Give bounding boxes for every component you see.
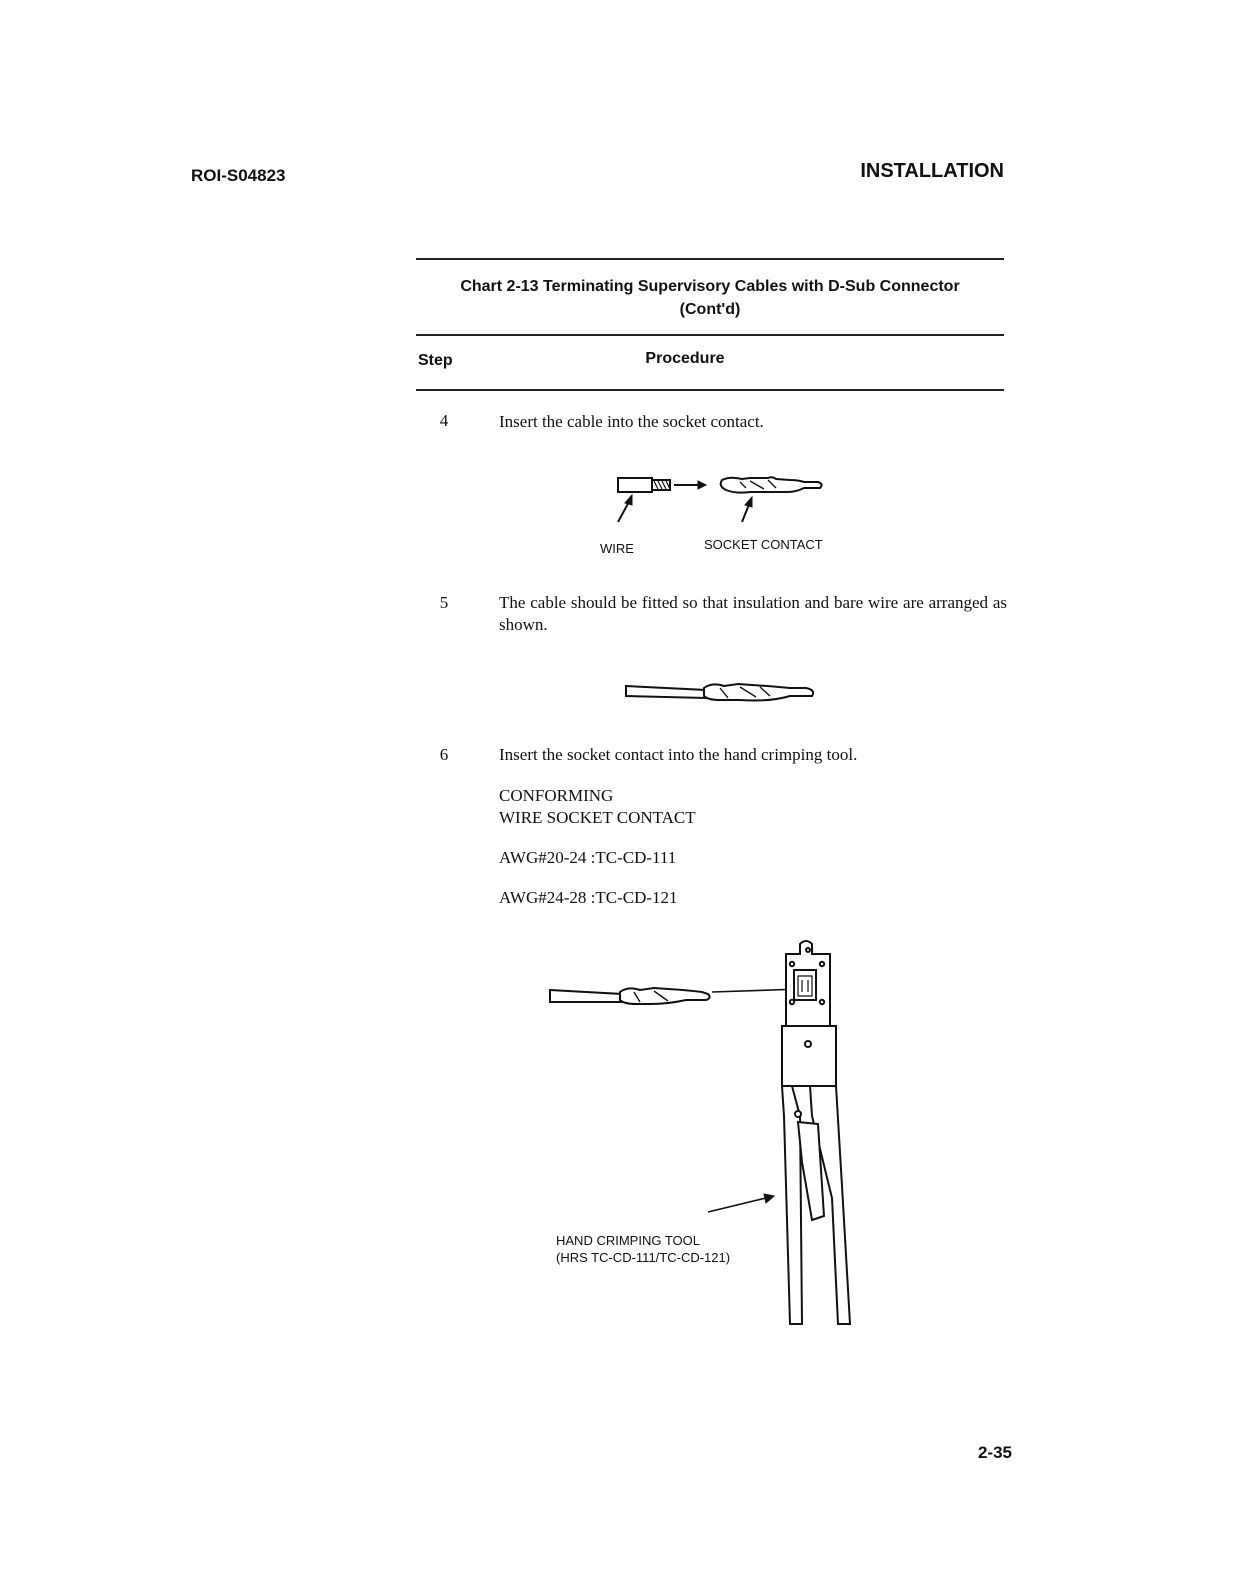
- wire-icon: [618, 478, 670, 492]
- step-text: The cable should be fitted so that insulation and bare wire are arranged as shown.: [499, 593, 1007, 634]
- column-header-rule: [416, 389, 1004, 391]
- crimping-tool-label: [556, 1232, 730, 1266]
- crimping-tool-figure: [540, 936, 870, 1331]
- title-rule: [416, 334, 1004, 336]
- pointer-arrow-icon: [618, 495, 752, 522]
- chart-title-line2: (Cont'd): [679, 301, 741, 318]
- wire-insertion-figure: [600, 470, 840, 535]
- awg-spec-1: AWG#20-24 :TC-CD-111: [499, 848, 677, 867]
- chart-title: [416, 275, 1004, 321]
- top-rule: [416, 258, 1004, 260]
- arrow-right-icon: [674, 481, 706, 489]
- fitted-contact-icon: [626, 684, 813, 701]
- chart-title-line1: Chart 2-13 Terminating Supervisory Cables with D-Sub Connector: [460, 278, 960, 295]
- step-text: Insert the socket contact into the hand crimping tool.: [499, 745, 858, 764]
- section-title: INSTALLATION: [860, 160, 1004, 182]
- conforming-heading: [499, 785, 696, 829]
- step-text: Insert the cable into the socket contact.: [499, 412, 764, 431]
- wire-label: WIRE: [600, 541, 634, 556]
- document-id: ROI-S04823: [191, 166, 286, 185]
- page-number: 2-35: [977, 1443, 1012, 1462]
- socket-contact-icon: [550, 988, 710, 1004]
- conforming-line2: WIRE SOCKET CONTACT: [499, 808, 696, 827]
- conforming-line1: CONFORMING: [499, 786, 614, 805]
- socket-contact-label: SOCKET CONTACT: [704, 537, 823, 552]
- socket-contact-icon: [721, 477, 822, 492]
- step-number: 4: [439, 411, 449, 430]
- crimping-tool-icon: [782, 941, 850, 1324]
- column-header-step: Step: [418, 352, 453, 369]
- step-number: 6: [439, 745, 449, 764]
- fitted-cable-figure: [620, 676, 830, 710]
- awg-spec-2: AWG#24-28 :TC-CD-121: [499, 888, 678, 907]
- step-number: 5: [439, 593, 449, 612]
- column-header-procedure: Procedure: [645, 350, 725, 367]
- crimping-tool-label-line2: (HRS TC-CD-111/TC-CD-121): [556, 1250, 731, 1265]
- pointer-arrow-icon: [708, 1194, 774, 1212]
- crimping-tool-label-line1: HAND CRIMPING TOOL: [556, 1233, 700, 1248]
